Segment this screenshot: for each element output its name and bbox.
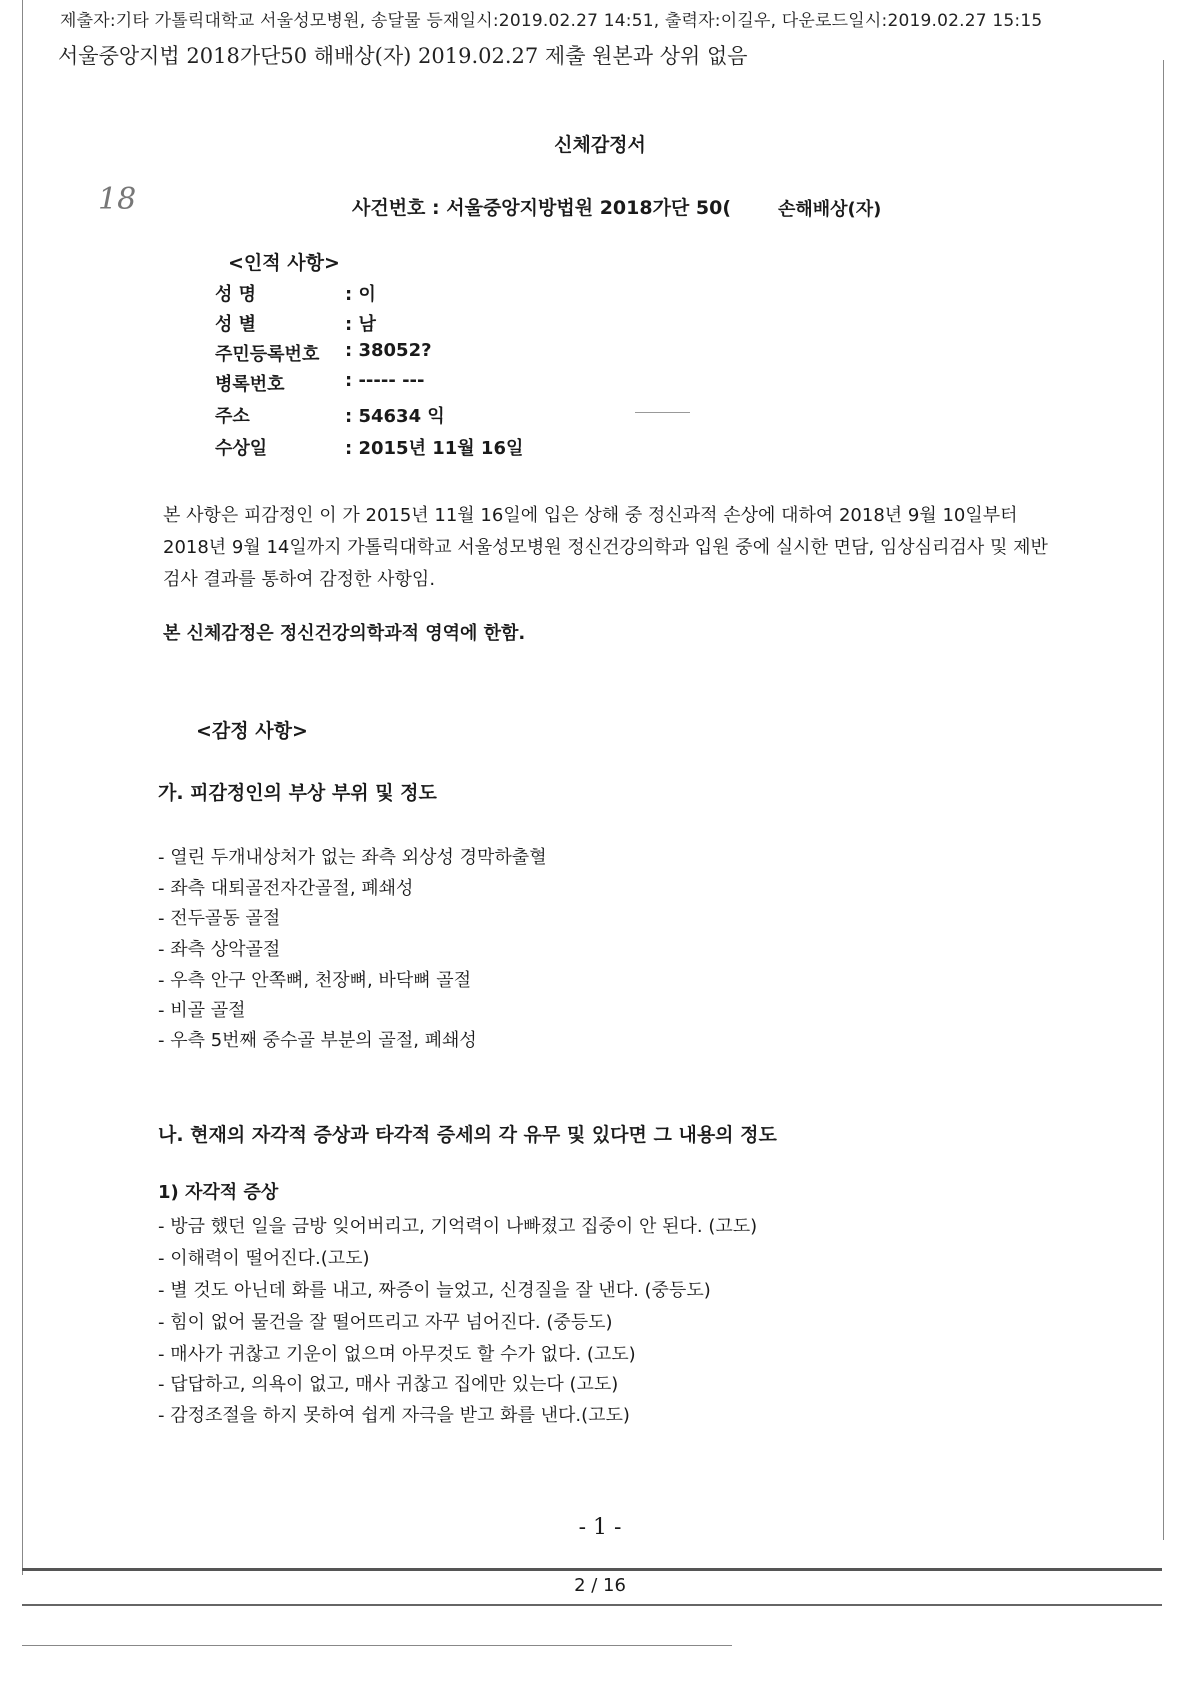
footer-dash-line xyxy=(22,1645,732,1646)
field-value-resident-id: : 38052? xyxy=(345,340,432,361)
personal-info-heading: <인적 사항> xyxy=(228,252,340,274)
symptom-item: - 이해력이 떨어진다.(고도) xyxy=(158,1248,370,1269)
section-a-heading: 가. 피감정인의 부상 부위 및 정도 xyxy=(158,782,437,804)
injury-item: - 우측 5번째 중수골 부분의 골절, 폐쇄성 xyxy=(158,1030,477,1051)
section-b-heading: 나. 현재의 자각적 증상과 타각적 증세의 각 유무 및 있다면 그 내용의 정도 xyxy=(158,1124,777,1146)
assessment-heading: <감정 사항> xyxy=(196,720,308,742)
symptom-item: - 방금 했던 일을 금방 잊어버리고, 기억력이 나빠졌고 집중이 안 된다. (고도) xyxy=(158,1216,758,1237)
injury-item: - 비골 골절 xyxy=(158,1000,246,1021)
field-label-name: 성 명 xyxy=(215,284,257,305)
injury-item: - 열린 두개내상처가 없는 좌측 외상성 경막하출혈 xyxy=(158,847,547,868)
footer-rule xyxy=(22,1568,1162,1571)
field-value-sex: : 남 xyxy=(345,314,376,335)
symptom-item: - 답답하고, 의욕이 없고, 매사 귀찮고 집에만 있는다 (고도) xyxy=(158,1374,619,1395)
page-number: - 1 - xyxy=(578,1515,622,1540)
field-value-name: : 이 xyxy=(345,284,376,305)
symptom-item: - 매사가 귀찮고 기운이 없으며 아무것도 할 수가 없다. (고도) xyxy=(158,1344,636,1365)
field-label-resident-id: 주민등록번호 xyxy=(215,344,320,365)
handwritten-margin-mark: 18 xyxy=(98,182,137,217)
left-margin-line xyxy=(22,0,23,1575)
submission-header: 제출자:기타 가톨릭대학교 서울성모병원, 송달물 등재일시:2019.02.27 14:51, 출력자:이길우, 다운로드일시:2019.02.27 15:15 xyxy=(60,11,1043,31)
field-label-address: 주소 xyxy=(215,406,250,427)
injury-item: - 좌측 상악골절 xyxy=(158,939,281,960)
footer-rule-bottom xyxy=(22,1604,1162,1606)
court-stamp-line: 서울중앙지법 2018가단50 해배상(자) 2019.02.27 제출 원본과 상위 없음 xyxy=(58,44,748,68)
symptom-item: - 별 것도 아닌데 화를 내고, 짜증이 늘었고, 신경질을 잘 낸다. (중등도) xyxy=(158,1280,711,1301)
page-count: 2 / 16 xyxy=(574,1575,626,1596)
intro-paragraph: 본 사항은 피감정인 이 가 2015년 11월 16일에 입은 상해 중 정신과적 손상에 대하여 2018년 9월 10일부터 2018년 9월 14일까지 가톨릭대학교 서울성모병원 정신건강의학과 입원 중에 실시한 면담, 임상심리검사 및 제반검사 결과를 통하여 감정한 사항임. xyxy=(163,505,1048,590)
scope-note: 본 신체감정은 정신건강의학과적 영역에 한함. xyxy=(163,623,526,644)
field-value-record-number: : ----- --- xyxy=(345,370,425,391)
field-value-address: : 54634 익 xyxy=(345,406,445,427)
case-number: 사건번호 : 서울중앙지방법원 2018가단 50( xyxy=(352,197,732,219)
field-label-sex: 성 별 xyxy=(215,314,257,335)
document-title: 신체감정서 xyxy=(554,134,646,156)
subjective-symptoms-heading: 1) 자각적 증상 xyxy=(158,1182,279,1203)
field-value-injury-date: : 2015년 11월 16일 xyxy=(345,438,524,459)
injury-item: - 좌측 대퇴골전자간골절, 폐쇄성 xyxy=(158,878,414,899)
case-claim-type: 손해배상(자) xyxy=(778,199,882,220)
injury-item: - 전두골동 골절 xyxy=(158,908,281,929)
field-label-record-number: 병록번호 xyxy=(215,374,285,395)
field-label-injury-date: 수상일 xyxy=(215,438,268,459)
redaction-dash xyxy=(635,412,690,413)
injury-item: - 우측 안구 안쪽뼈, 천장뼈, 바닥뼈 골절 xyxy=(158,970,472,991)
symptom-item: - 힘이 없어 물건을 잘 떨어뜨리고 자꾸 넘어진다. (중등도) xyxy=(158,1312,613,1333)
symptom-item: - 감정조절을 하지 못하여 쉽게 자극을 받고 화를 낸다.(고도) xyxy=(158,1405,630,1426)
right-margin-line xyxy=(1163,60,1164,1540)
